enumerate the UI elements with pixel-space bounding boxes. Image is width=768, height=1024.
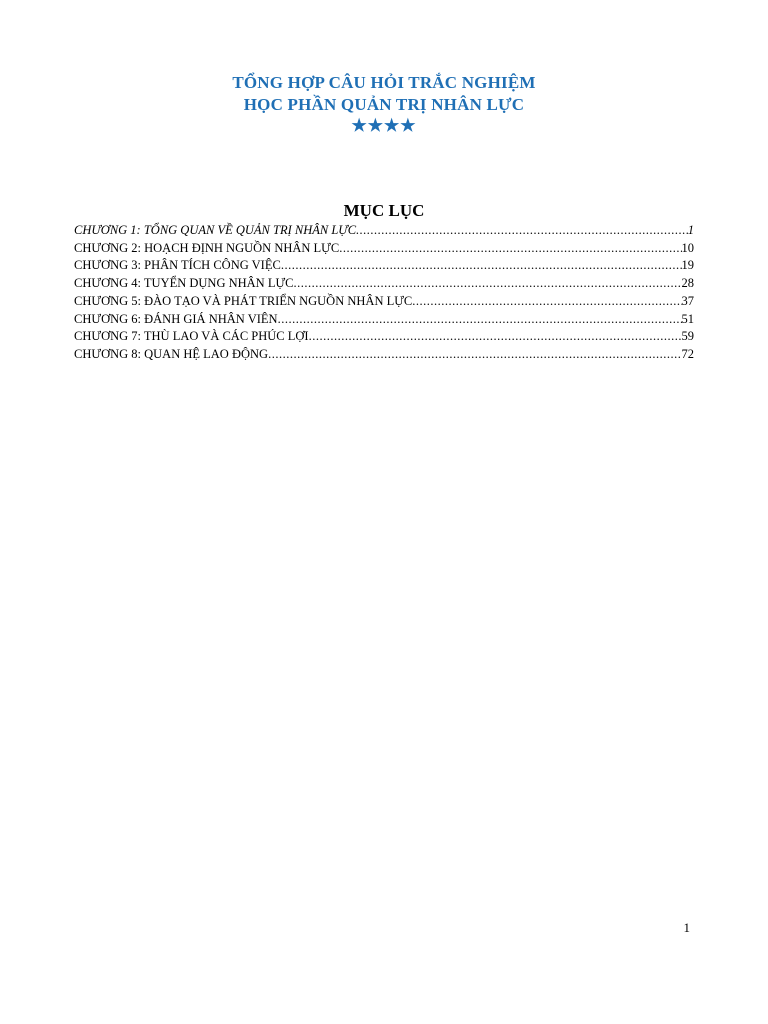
toc-entry-chapter-4[interactable] [74, 275, 694, 293]
toc-leader-dots [294, 275, 682, 293]
toc-entry-label: CHƯƠNG 3: PHÂN TÍCH CÔNG VIỆC [74, 258, 281, 273]
toc-entry-chapter-3[interactable] [74, 257, 694, 275]
toc-entry-label: CHƯƠNG 4: TUYỂN DỤNG NHÂN LỰC [74, 276, 294, 291]
toc-entry-page: 37 [681, 293, 694, 308]
toc-entry-chapter-8[interactable] [74, 346, 694, 364]
toc-entry-page: 72 [681, 346, 694, 361]
toc-entry-label: CHƯƠNG 8: QUAN HỆ LAO ĐỘNG [74, 346, 269, 361]
toc-heading: MỤC LỤC [343, 201, 425, 220]
toc-leader-dots [278, 311, 682, 329]
toc-entry-page: 1 [687, 223, 694, 237]
stars-decoration: ★★★★ [351, 116, 417, 135]
toc-entry-page: 10 [681, 240, 694, 255]
toc-entry-label: CHƯƠNG 2: HOẠCH ĐỊNH NGUỒN NHÂN LỰC [74, 240, 340, 255]
document-title-line-1: TỔNG HỢP CÂU HỎI TRẮC NGHIỆM [232, 73, 536, 92]
table-of-contents [74, 222, 694, 364]
toc-entry-label: CHƯƠNG 6: ĐÁNH GIÁ NHÂN VIÊN [74, 311, 278, 326]
toc-leader-dots [268, 346, 681, 364]
toc-leader-dots [339, 240, 681, 258]
toc-entry-label: CHƯƠNG 7: THÙ LAO VÀ CÁC PHÚC LỢI [74, 329, 309, 344]
toc-entry-chapter-2[interactable] [74, 240, 694, 258]
toc-entry-chapter-6[interactable] [74, 311, 694, 329]
toc-entry-page: 19 [681, 258, 694, 273]
toc-entry-page: 28 [681, 276, 694, 291]
toc-entry-page: 59 [681, 329, 694, 344]
toc-entry-label: CHƯƠNG 1: TỔNG QUAN VỀ QUẢN TRỊ NHÂN LỰC [74, 223, 357, 237]
toc-entry-chapter-7[interactable] [74, 328, 694, 346]
toc-entry-chapter-1[interactable] [74, 222, 694, 240]
toc-leader-dots [356, 222, 688, 240]
toc-leader-dots [281, 257, 682, 275]
toc-leader-dots [412, 293, 681, 311]
toc-entry-chapter-5[interactable] [74, 293, 694, 311]
toc-entry-page: 51 [681, 311, 694, 326]
toc-leader-dots [309, 328, 682, 346]
title-block [0, 72, 768, 136]
toc-entry-label: CHƯƠNG 5: ĐÀO TẠO VÀ PHÁT TRIỂN NGUỒN NHÂN LỰC [74, 293, 413, 308]
document-title-line-2: HỌC PHẦN QUẢN TRỊ NHÂN LỰC [243, 95, 525, 114]
page-number: 1 [683, 920, 690, 935]
